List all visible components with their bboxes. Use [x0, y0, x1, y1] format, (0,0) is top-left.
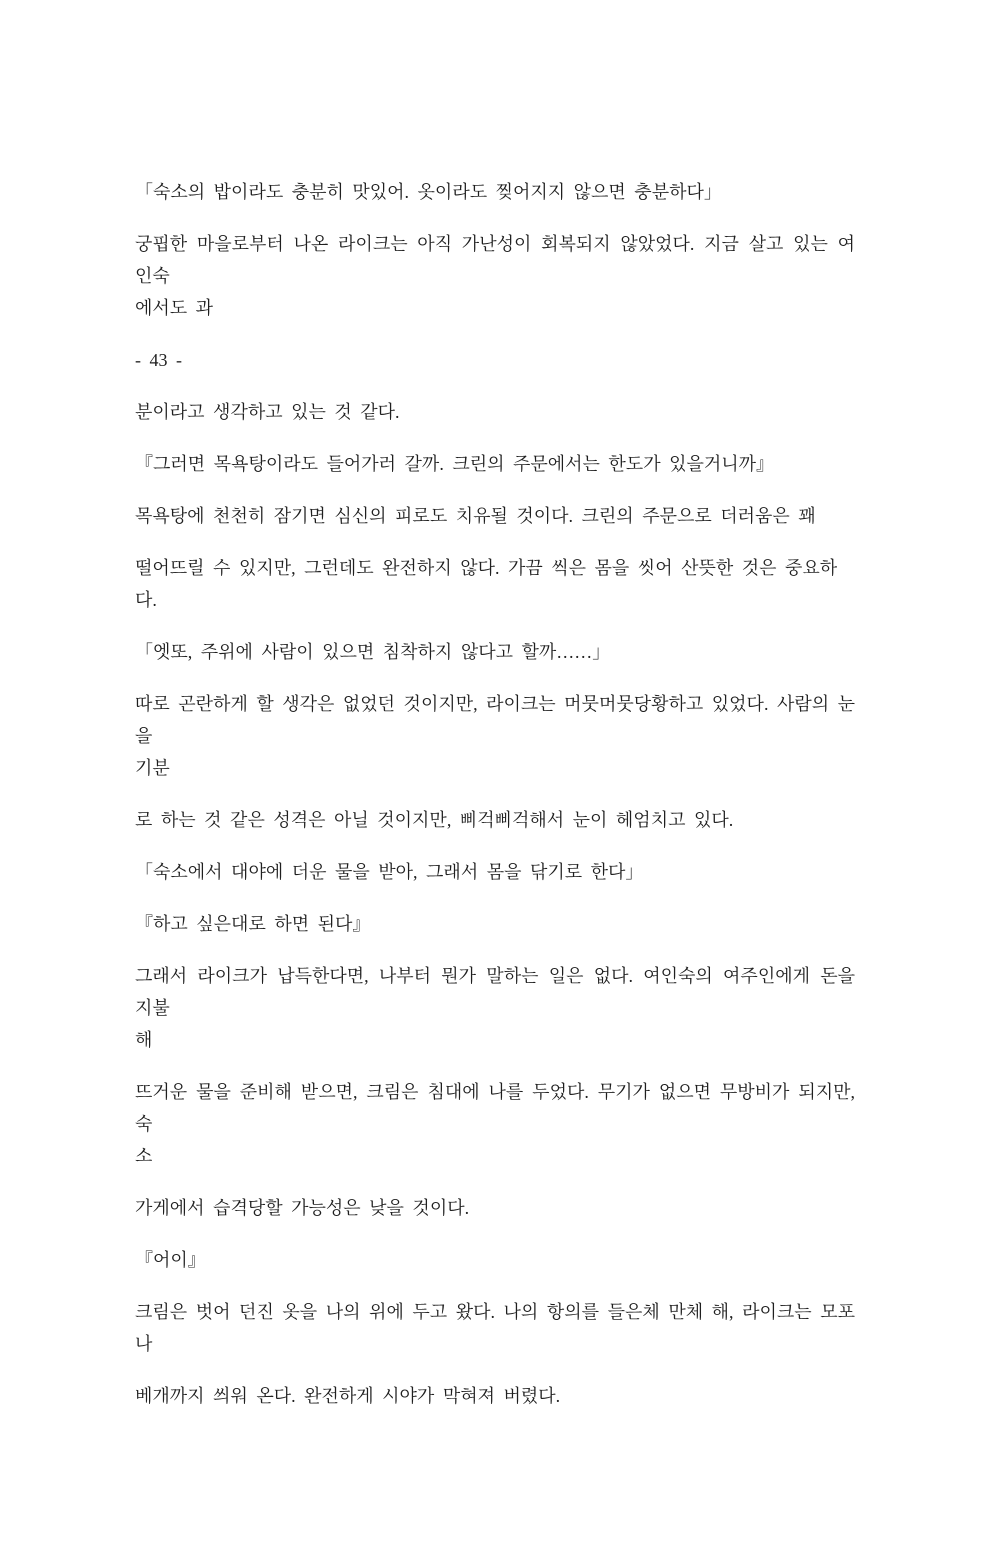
text-line: 크림은 벗어 던진 옷을 나의 위에 두고 왔다. 나의 항의를 들은체 만체 해, 라이크는 모포나	[135, 1302, 855, 1354]
text-line: 『하고 싶은대로 하면 된다』	[135, 914, 371, 934]
text-line: 분이라고 생각하고 있는 것 같다.	[135, 402, 400, 422]
narration-paragraph	[135, 960, 855, 1056]
narration-paragraph	[135, 1380, 855, 1412]
text-line: 해	[135, 1030, 153, 1050]
page-number	[135, 344, 855, 376]
narration-paragraph	[135, 804, 855, 836]
text-line: 베개까지 씌워 온다. 완전하게 시야가 막혀져 버렸다.	[135, 1386, 561, 1406]
narration-paragraph	[135, 500, 855, 532]
text-line: 따로 곤란하게 할 생각은 없었던 것이지만, 라이크는 머뭇머뭇당황하고 있었다. 사람의 눈을	[135, 694, 855, 746]
dialogue-paragraph	[135, 1244, 855, 1276]
text-line: 뜨거운 물을 준비해 받으면, 크림은 침대에 나를 두었다. 무기가 없으면 무방비가 되지만, 숙	[135, 1082, 855, 1134]
narration-paragraph	[135, 552, 855, 616]
text-line: 기분	[135, 758, 170, 778]
text-line: 「숙소의 밥이라도 충분히 맛있어. 옷이라도 찢어지지 않으면 충분하다」	[135, 182, 722, 202]
narration-paragraph	[135, 688, 855, 784]
text-line: 『어이』	[135, 1250, 206, 1270]
text-line: 그래서 라이크가 납득한다면, 나부터 뭔가 말하는 일은 없다. 여인숙의 여주인에게 돈을 지불	[135, 966, 855, 1018]
dialogue-paragraph	[135, 856, 855, 888]
text-line: 로 하는 것 같은 성격은 아닐 것이지만, 삐걱삐걱해서 눈이 헤엄치고 있다.	[135, 810, 734, 830]
text-line: 「숙소에서 대야에 더운 물을 받아, 그래서 몸을 닦기로 한다」	[135, 862, 644, 882]
narration-paragraph	[135, 396, 855, 428]
text-line: 떨어뜨릴 수 있지만, 그런데도 완전하지 않다. 가끔 씩은 몸을 씻어 산뜻한 것은 중요하다.	[135, 558, 838, 610]
text-line: 가게에서 습격당할 가능성은 낮을 것이다.	[135, 1198, 470, 1218]
text-line: 『그러면 목욕탕이라도 들어가러 갈까. 크린의 주문에서는 한도가 있을거니까』	[135, 454, 775, 474]
narration-paragraph	[135, 1076, 855, 1172]
text-line: 「엣또, 주위에 사람이 있으면 침착하지 않다고 할까……」	[135, 642, 611, 662]
narration-paragraph	[135, 1296, 855, 1360]
text-line: 목욕탕에 천천히 잠기면 심신의 피로도 치유될 것이다. 크린의 주문으로 더러움은 꽤	[135, 506, 816, 526]
narration-paragraph	[135, 1192, 855, 1224]
dialogue-paragraph	[135, 908, 855, 940]
document-body	[135, 176, 855, 1412]
text-line: 소	[135, 1146, 153, 1166]
page-number-text: - 43 -	[135, 350, 182, 370]
dialogue-paragraph	[135, 636, 855, 668]
text-line: 에서도 과	[135, 298, 214, 318]
dialogue-paragraph	[135, 176, 855, 208]
text-line: 궁핍한 마을로부터 나온 라이크는 아직 가난성이 회복되지 않았었다. 지금 살고 있는 여인숙	[135, 234, 855, 286]
dialogue-paragraph	[135, 448, 855, 480]
narration-paragraph	[135, 228, 855, 324]
